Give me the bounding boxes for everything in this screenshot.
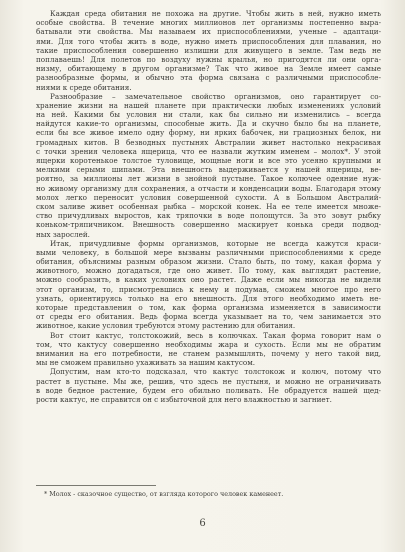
text-line: на ней. Какими бы условия ни стали, как бы сильно ни изменились – всегда — [36, 110, 381, 120]
text-line: животное, какие условия требуются этому растению для обитания. — [36, 321, 296, 331]
text-line: ями. Для того чтобы жить в воде, нужно иметь приспособления для плавания, но — [36, 36, 381, 46]
text-line: Допустим, нам кто-то подсказал, что кактус толстокож и колюч, потому что — [50, 367, 381, 377]
text-line: Каждая среда обитания не похожа на другие. Чтобы жить в ней, нужно иметь — [50, 9, 381, 18]
paragraph — [36, 92, 381, 239]
text-line: Разнообразие – замечательное свойство организмов, оно гарантирует со- — [50, 91, 381, 101]
text-line: ных зарослей. — [36, 229, 90, 239]
paragraph — [36, 331, 381, 368]
paragraph — [36, 9, 381, 92]
text-line: растет в пустыне. Мы же, решив, что здесь не пустыня, и можно не ограничивать — [36, 376, 381, 386]
paragraph — [36, 239, 381, 331]
text-line: батывали эти свойства. Мы называем их приспособлениями, ученые – адаптаци- — [36, 27, 381, 37]
text-line: мелкими серыми шипами. Эта внешность выдерживается у нашей ящерицы, ве- — [36, 165, 381, 175]
paragraph — [36, 367, 381, 404]
text-line: внимания на его потребности, не станем размышлять, почему у него такой вид, — [36, 348, 381, 358]
text-line: низму, обитающему в другом организме? Так что живое на Земле имеет самые — [36, 64, 381, 74]
text-line: ниями к среде обитания. — [36, 82, 132, 92]
text-line: ском заливе живет особенная рыбка – морской конек. На ее теле имеется множе- — [36, 201, 381, 211]
text-line: найдутся какие-то организмы, способные жить. Да и скучно было бы на планете, — [36, 119, 381, 129]
text-line: Итак, причудливые формы организмов, которые не всегда кажутся краси- — [50, 238, 381, 248]
text-line: животного, можно догадаться, где оно живет. По тому, как выглядит растение, — [36, 266, 381, 276]
footnote: * Молох - сказочное существо, от взгляда которого человек каменеет. — [44, 490, 284, 498]
main-text — [36, 9, 381, 404]
text-line: которые представления о том, как форма организма изменяется в зависимости — [36, 303, 381, 312]
text-line: том, что кактусу совершенно необходимы жара и сухость. Если мы не обратим — [36, 339, 381, 349]
text-line: Вот стоит кактус, толстокожий, весь в колючках. Такая форма говорит нам о — [50, 330, 381, 340]
text-line: хранение жизни на нашей планете при практически любых изменениях условий — [36, 100, 381, 110]
text-line: выми человеку, в большой мере вызваны различными приспособлениями к среде — [36, 247, 381, 257]
text-line: поплаваешь! Для полетов по воздуху нужны крылья, но пригодятся ли они орга- — [36, 54, 381, 64]
text-line: рости кактус, не справится он с избыточной для него влажностью и загниет. — [36, 394, 332, 404]
page-number: 6 — [199, 518, 206, 529]
text-line: этот организм, то, присмотревшись к нему и подумав, сможем многое про него — [36, 284, 381, 294]
text-line: коньком-тряпичником. Внешность совершенно маскирует конька среди подвод- — [36, 220, 381, 230]
text-line: роятно, за миллионы лет жизни в знойной пустыне. Такое колючее одеяние нуж- — [36, 174, 381, 184]
text-line: ство причудливых выростов, как тряпочки в воде полощутся. За это зовут рыбку — [36, 211, 381, 221]
text-line: с точки зрения человека ящерица, что ее назвали жутким именем – молох*. У этой — [36, 146, 381, 156]
text-line: такие приспособления совершенно излишни для живущего в земле. Там ведь не — [36, 45, 381, 55]
text-line: узнать, ориентируясь только на его внешность. Для этого необходимо иметь не- — [36, 293, 381, 303]
text-line: но живому организму для сохранения, а отчасти и конденсации воды. Благодаря этому — [36, 183, 381, 193]
text-line: молох легко переносит условия совершенной сухости. А в Большом Австралий- — [36, 192, 381, 202]
text-line: особые свойства. В течение многих миллионов лет организмы постепенно выра- — [36, 18, 381, 28]
text-line: обитания, объяснимы разным образом жизни. Стало быть, по тому, какая форма у — [36, 257, 381, 267]
text-line: разнообразные формы, и обычно эта форма связана с различными приспособле- — [36, 73, 381, 83]
text-line: мы не сможем правильно ухаживать за нашим кактусом. — [36, 358, 256, 368]
text-line: громадных китов. В безводных пустынях Австралии живет настолько некрасивая — [36, 137, 381, 147]
text-line: ящерки коротенькое толстое туловище, мощные ноги и все это усеяно крупными и — [36, 156, 381, 165]
text-line: можно сообразить, в каких условиях оно растет. Даже если мы никогда не видели — [36, 275, 381, 285]
text-line: если бы все живое имело одну форму, ни ярких бабочек, ни грациозных белок, ни — [36, 128, 381, 138]
text-line: в воде бедное растение, будем его обильно поливать. Не обрадуется нашей щед- — [36, 385, 381, 395]
footnote-divider — [36, 485, 156, 486]
text-line: от среды его обитания. Ведь форма всегда указывает на то, чем занимается это — [36, 312, 381, 322]
